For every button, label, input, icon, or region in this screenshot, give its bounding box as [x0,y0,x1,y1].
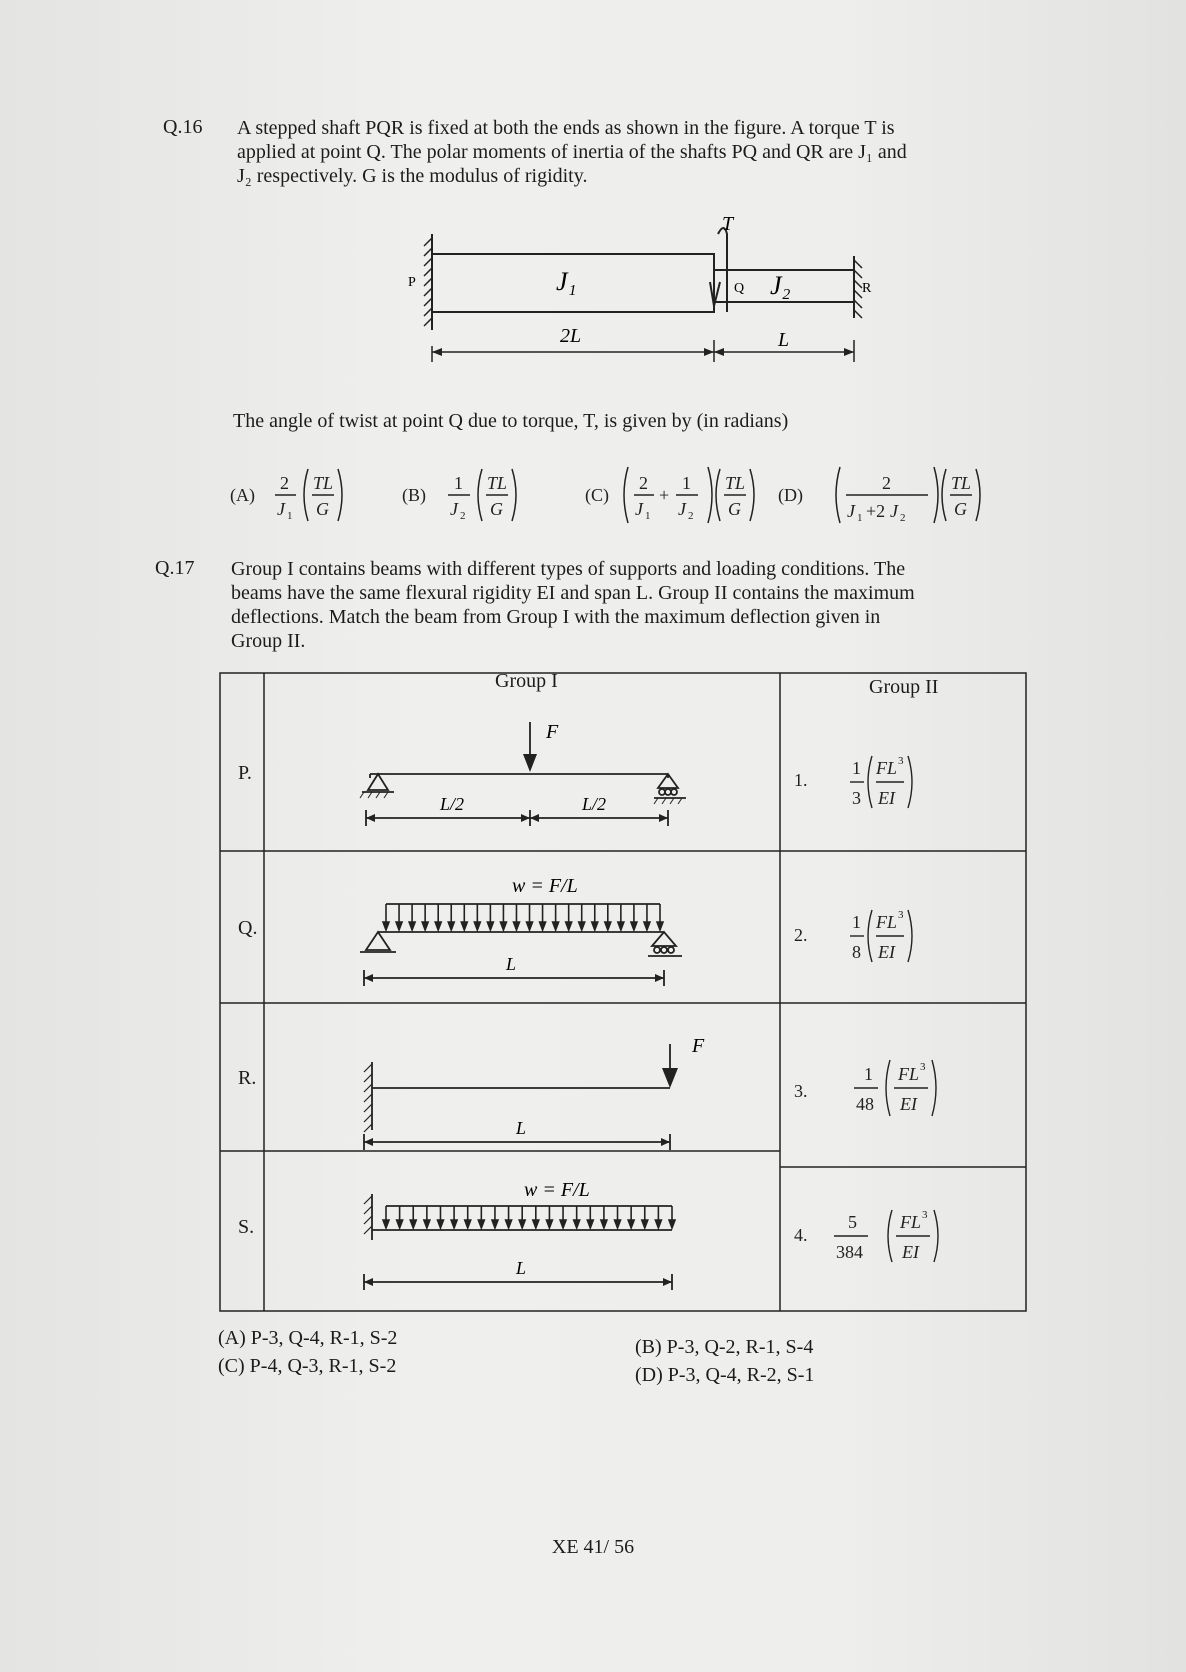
svg-text:3: 3 [922,1209,928,1221]
question-16-line-3: J₂ respectively. G is the modulus of rigidity. [237,165,588,187]
svg-text:G: G [728,499,741,519]
svg-text:J: J [847,501,855,521]
label-torque: T [722,213,734,235]
beam-r-span: L [516,1118,527,1138]
svg-text:2: 2 [460,510,466,522]
svg-text:FL: FL [900,1212,922,1232]
svg-text:2: 2 [882,473,891,493]
beam-p-half-2: L/2 [582,794,607,814]
question-17-text [231,557,1043,653]
group-2-deflections [780,720,1028,1320]
beam-r-force: F [692,1035,705,1057]
beam-p-half-1: L/2 [440,794,465,814]
svg-text:EI: EI [878,942,895,962]
deflection-1-number: 1. [794,770,808,790]
group-1-header: Group I [495,670,558,692]
svg-text:3: 3 [898,755,904,767]
svg-text:FL: FL [876,758,898,778]
svg-text:1: 1 [852,758,861,778]
label-q: Q [734,281,745,296]
svg-text:FL: FL [898,1064,920,1084]
beam-s-diagram [360,1176,720,1302]
svg-text:G: G [316,499,329,519]
beam-p-force: F [546,721,559,743]
svg-text:G: G [954,499,967,519]
svg-text:J: J [678,499,686,519]
row-q-label: Q. [238,917,258,939]
option-d-label: (D) [778,485,803,505]
svg-text:J: J [635,499,643,519]
beam-q-diagram [360,868,720,1018]
question-16-line-1: A stepped shaft PQR is fixed at both the ends as shown in the figure. A torque T is [237,117,895,139]
question-17-line-3: deflections. Match the beam from Group I with the maximum deflection given in [231,606,881,628]
q17-option-d: (D) P-3, Q-4, R-2, S-1 [635,1364,815,1386]
svg-text:1: 1 [454,473,463,493]
question-number-16: Q.16 [163,116,203,138]
svg-text:2: 2 [280,473,289,493]
svg-text:EI: EI [878,788,895,808]
svg-text:J: J [450,499,458,519]
svg-text:EI: EI [902,1242,919,1262]
beam-q-span: L [506,954,517,974]
svg-text:3: 3 [852,788,861,808]
svg-text:1: 1 [857,512,863,524]
question-17-line-4: Group II. [231,630,306,652]
question-17-line-1: Group I contains beams with different types of supports and loading conditions. The [231,558,906,580]
svg-text:TL: TL [725,473,746,493]
svg-text:TL: TL [487,473,508,493]
svg-text:TL: TL [951,473,972,493]
label-p: P [408,275,416,290]
q17-option-a: (A) P-3, Q-4, R-1, S-2 [218,1327,398,1349]
svg-text:FL: FL [876,912,898,932]
label-l: L [778,329,790,351]
svg-text:8: 8 [852,942,861,962]
q17-option-c: (C) P-4, Q-3, R-1, S-2 [218,1355,397,1377]
svg-text:3: 3 [898,909,904,921]
question-16-stem: The angle of twist at point Q due to torque, T, is given by (in radians) [233,410,789,432]
question-17-line-2: beams have the same flexural rigidity EI and span L. Group II contains the maximum [231,582,915,604]
page-footer: XE 41/ 56 [551,1536,635,1558]
stepped-shaft-figure [400,212,870,382]
svg-text:EI: EI [900,1094,917,1114]
svg-text:1: 1 [287,510,293,522]
svg-text:5: 5 [848,1212,857,1232]
row-r-label: R. [238,1067,257,1089]
svg-text:1: 1 [682,473,691,493]
svg-text:TL: TL [313,473,334,493]
row-s-label: S. [238,1216,255,1238]
group-2-header: Group II [869,676,939,698]
beam-r-diagram [360,1034,720,1154]
question-16-options [230,455,1030,535]
question-number-17: Q.17 [155,557,195,579]
svg-text:J: J [277,499,285,519]
svg-text:+: + [659,485,670,505]
svg-text:2: 2 [639,473,648,493]
option-b-label: (B) [402,485,426,505]
question-16-line-2: applied at point Q. The polar moments of inertia of the shafts PQ and QR are J₁ and [237,141,907,163]
svg-text:48: 48 [856,1094,874,1114]
deflection-2-number: 2. [794,925,808,945]
svg-text:1: 1 [645,510,651,522]
svg-text:2: 2 [900,512,906,524]
row-p-label: P. [238,762,252,784]
beam-q-load: w = F/L [512,875,578,897]
svg-text:2: 2 [688,510,694,522]
deflection-3-number: 3. [794,1081,808,1101]
svg-text:+2: +2 [866,501,886,521]
beam-p-diagram [360,718,720,830]
label-2l: 2L [560,325,582,347]
option-a-label: (A) [230,485,255,505]
label-j1: J₁ [556,267,577,296]
q17-option-b: (B) P-3, Q-2, R-1, S-4 [635,1336,814,1358]
beam-s-load: w = F/L [524,1179,590,1201]
svg-text:G: G [490,499,503,519]
svg-text:1: 1 [864,1064,873,1084]
svg-text:3: 3 [920,1061,926,1073]
svg-text:1: 1 [852,912,861,932]
beam-s-span: L [516,1258,527,1278]
svg-text:384: 384 [836,1242,863,1262]
question-16-text [237,116,1047,188]
label-j2: J₂ [770,271,791,300]
option-c-label: (C) [585,485,609,505]
svg-text:J: J [890,501,898,521]
label-r: R [862,281,872,296]
deflection-4-number: 4. [794,1225,808,1245]
